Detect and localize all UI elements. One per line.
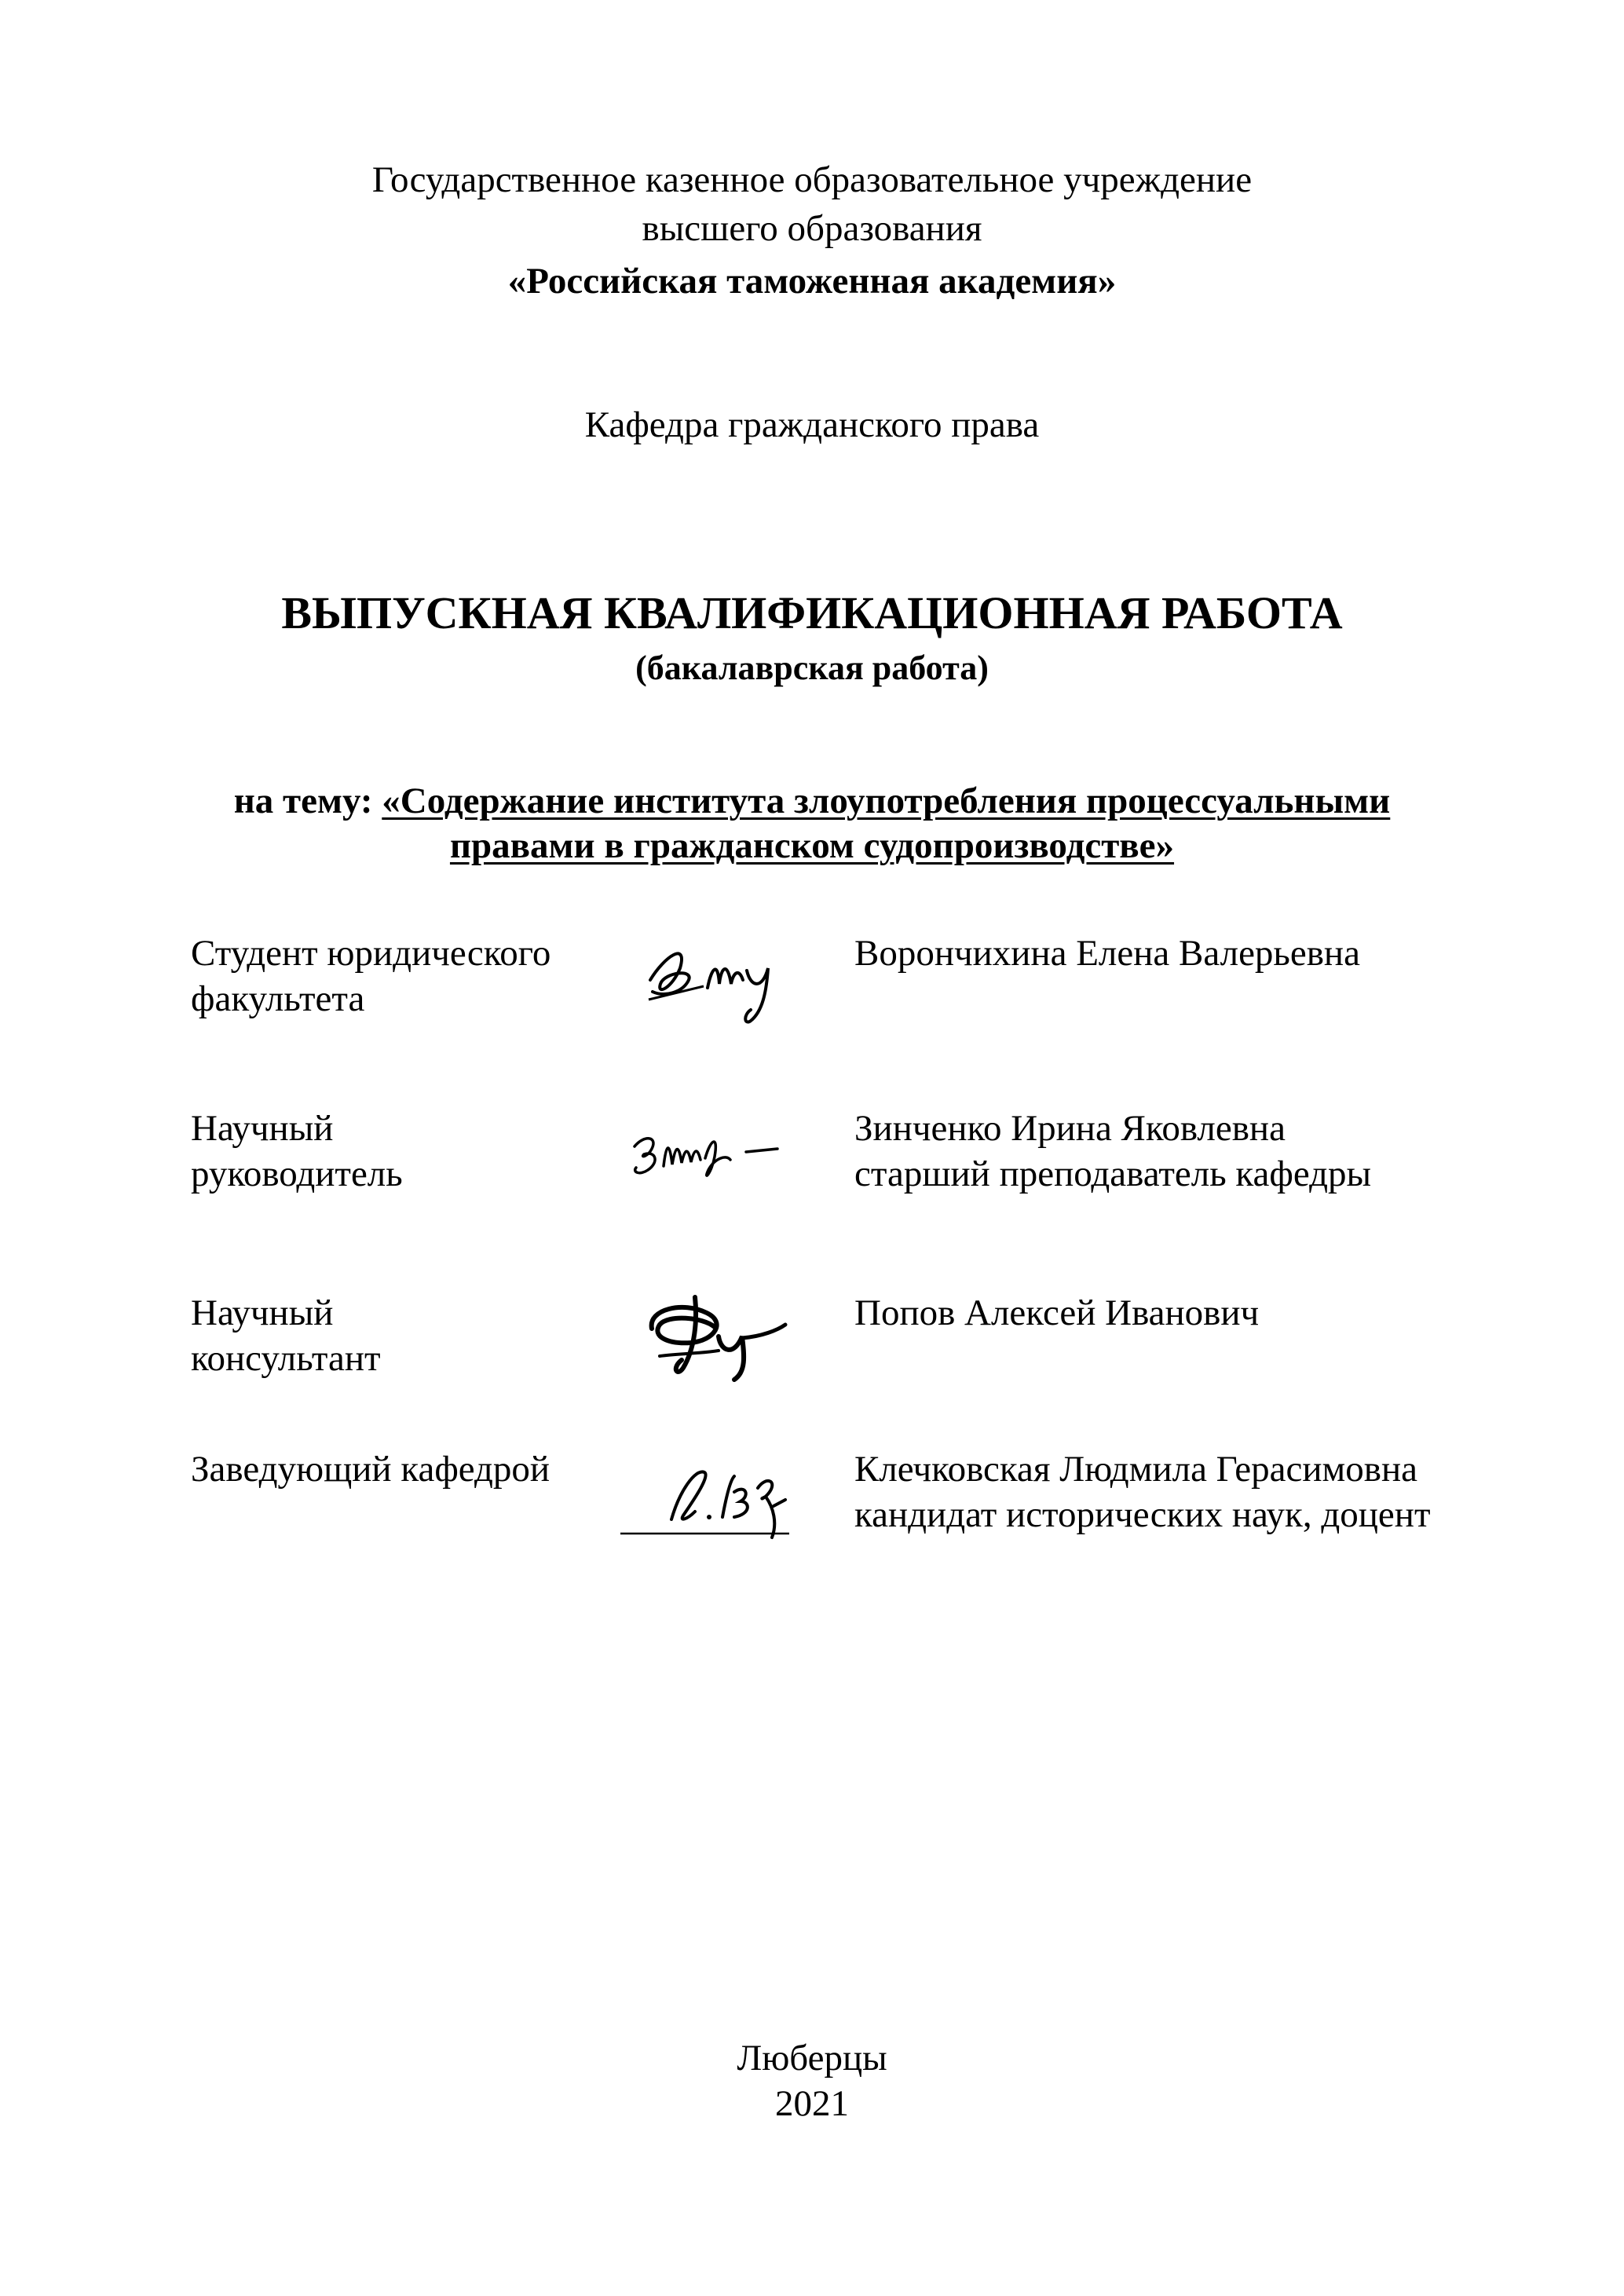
head-position: кандидат исторических наук, доцент bbox=[854, 1494, 1431, 1535]
supervisor-name: Зинченко Ирина Яковлевна bbox=[854, 1108, 1286, 1149]
theme-text-1: «Содержание института злоупотребления процессуальными bbox=[382, 781, 1391, 821]
year: 2021 bbox=[775, 2083, 849, 2124]
city: Люберцы bbox=[737, 2038, 887, 2078]
head-name: Клечковская Людмила Герасимовна bbox=[854, 1449, 1417, 1490]
work-subtitle: (бакалаврская работа) bbox=[635, 649, 989, 687]
consultant-role-line-2: консультант bbox=[191, 1338, 381, 1379]
student-role-line-2: факультета bbox=[191, 978, 365, 1019]
academy-name: «Российская таможенная академия» bbox=[507, 261, 1117, 302]
theme-text-2: правами в гражданском судопроизводстве» bbox=[449, 825, 1175, 866]
consultant-role-line-1: Научный bbox=[191, 1292, 334, 1333]
work-title: ВЫПУСКНАЯ КВАЛИФИКАЦИОННАЯ РАБОТА bbox=[281, 587, 1343, 638]
institution-line-2: высшего образования bbox=[642, 208, 982, 249]
supervisor-signature bbox=[620, 1103, 809, 1205]
supervisor-role-line-2: руководитель bbox=[191, 1153, 403, 1194]
student-signature bbox=[633, 925, 821, 1027]
theme-line-2 bbox=[0, 824, 1624, 868]
student-role-line-1: Студент юридического bbox=[191, 933, 551, 974]
head-role-line-1: Заведующий кафедрой bbox=[191, 1449, 550, 1490]
head-signature bbox=[616, 1445, 805, 1547]
consultant-name: Попов Алексей Иванович bbox=[854, 1292, 1260, 1333]
student-name: Ворончихина Елена Валерьевна bbox=[854, 933, 1360, 974]
theme-label: на тему: bbox=[233, 781, 373, 821]
supervisor-position: старший преподаватель кафедры bbox=[854, 1153, 1372, 1194]
consultant-signature bbox=[628, 1281, 817, 1384]
department-name: Кафедра гражданского права bbox=[584, 404, 1040, 445]
theme-line-1 bbox=[0, 780, 1624, 823]
institution-line-1: Государственное казенное образовательное учреждение bbox=[371, 159, 1253, 200]
supervisor-role-line-1: Научный bbox=[191, 1108, 334, 1149]
